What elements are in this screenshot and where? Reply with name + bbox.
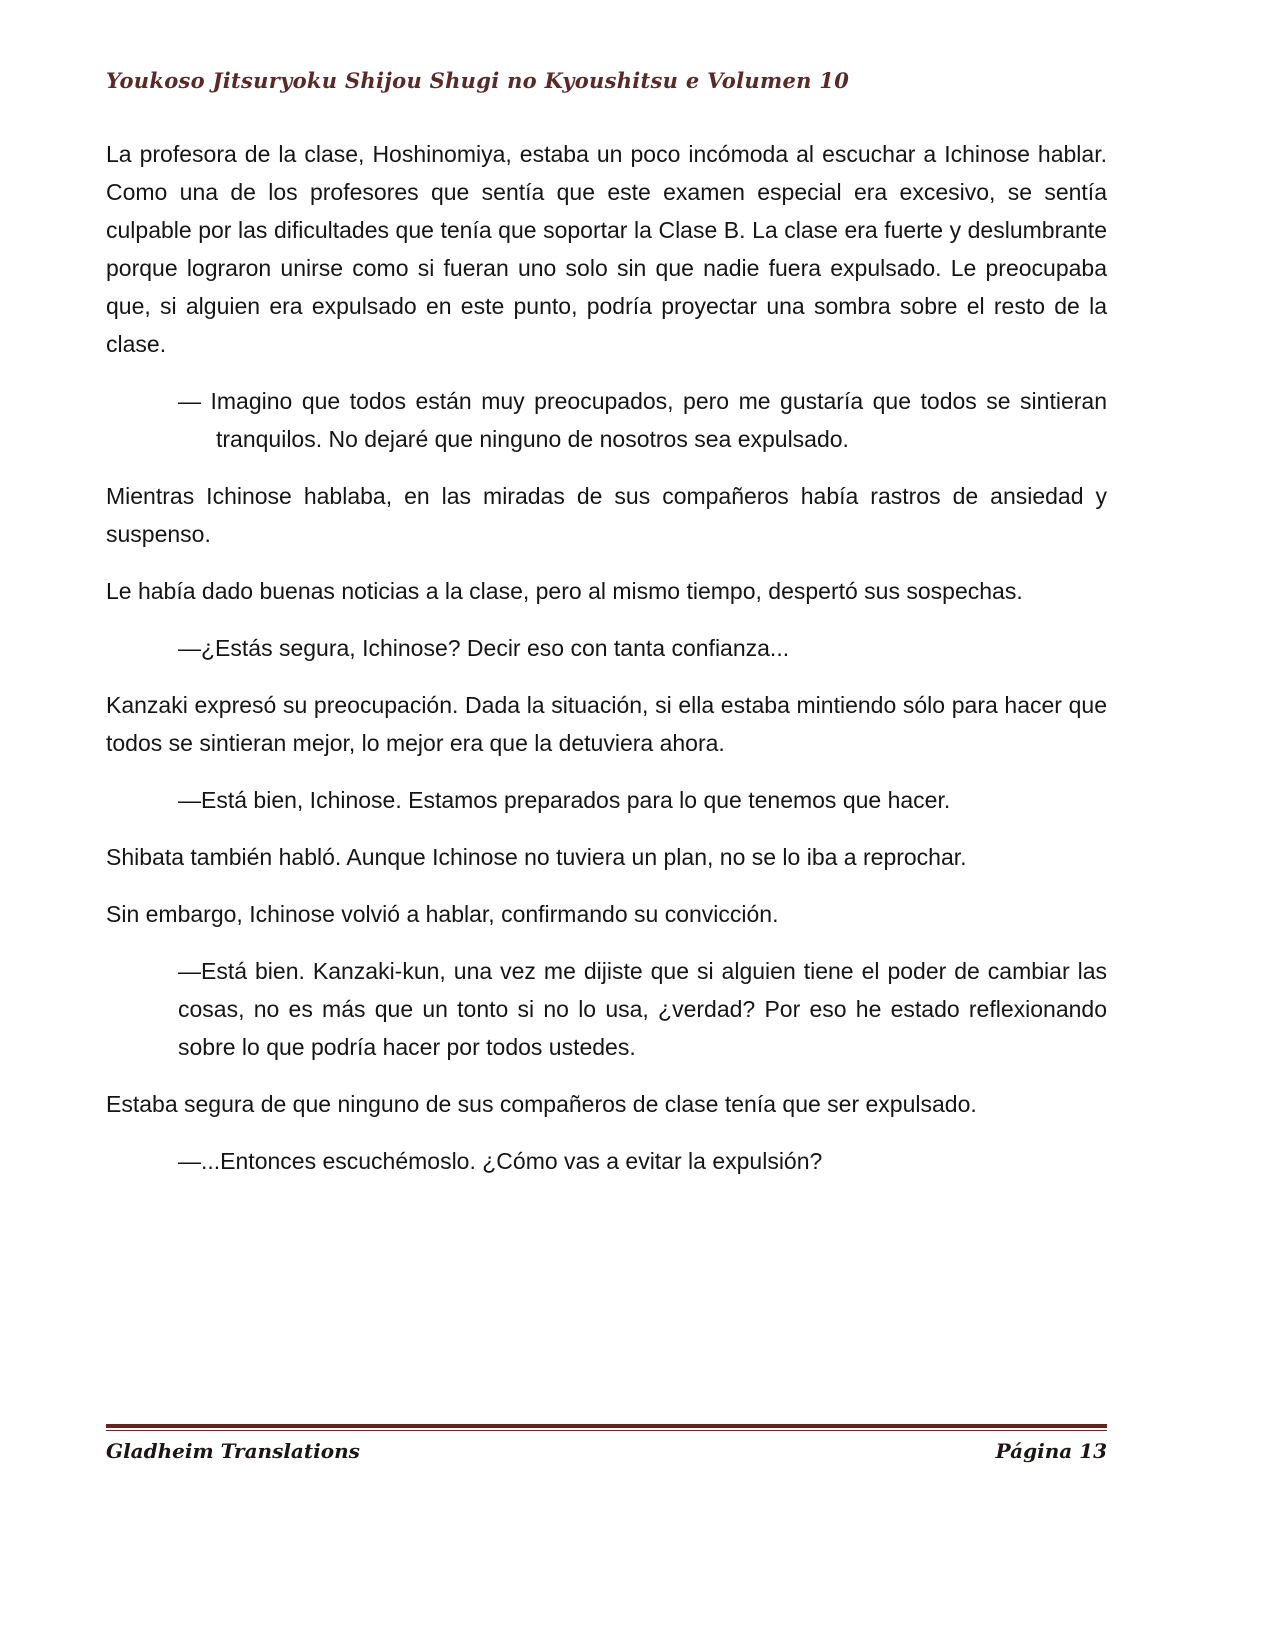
paragraph-narration-7: Estaba segura de que ninguno de sus compañeros de clase tenía que ser expulsado. — [106, 1091, 977, 1117]
document-footer — [106, 1424, 1107, 1463]
footer-divider-rule — [106, 1424, 1107, 1431]
paragraph-dialogue-4: —Está bien. Kanzaki-kun, una vez me dijiste que si alguien tiene el poder de cambiar las cosas, no es más que un tonto si no lo usa, ¿verdad? Por eso he estado reflexionando sobre lo que podría hacer por todos ustedes. — [178, 958, 1107, 1060]
document-title: Youkoso Jitsuryoku Shijou Shugi no Kyoushitsu e Volumen 10 — [106, 68, 850, 93]
paragraph-narration-4: Kanzaki expresó su preocupación. Dada la situación, si ella estaba mintiendo sólo para hacer que todos se sintieran mejor, lo mejor era que la detuviera ahora. — [106, 692, 1107, 756]
paragraph-narration-3: Le había dado buenas noticias a la clase, pero al mismo tiempo, despertó sus sospechas. — [106, 578, 1023, 604]
paragraph-dialogue-3: —Está bien, Ichinose. Estamos preparados para lo que tenemos que hacer. — [178, 787, 951, 813]
document-body — [106, 135, 1107, 1180]
paragraph-narration-5: Shibata también habló. Aunque Ichinose no tuviera un plan, no se lo iba a reprochar. — [106, 844, 967, 870]
paragraph-dialogue-1: — Imagino que todos están muy preocupados, pero me gustaría que todos se sintieran tranquilos. No dejaré que ninguno de nosotros sea expulsado. — [178, 388, 1107, 452]
paragraph-narration-2: Mientras Ichinose hablaba, en las miradas de sus compañeros había rastros de ansiedad y suspenso. — [106, 483, 1107, 547]
footer-page-number: Página 13 — [995, 1439, 1107, 1463]
footer-row — [106, 1439, 1107, 1463]
paragraph-narration-6: Sin embargo, Ichinose volvió a hablar, confirmando su convicción. — [106, 901, 779, 927]
paragraph-narration-1: La profesora de la clase, Hoshinomiya, estaba un poco incómoda al escuchar a Ichinose hablar. Como una de los profesores que sentía que este examen especial era excesivo, se sentía culpable por las dificultades que tenía que soportar la Clase B. La clase era fuerte y deslumbrante porque lograron unirse como si fueran uno solo sin que nadie fuera expulsado. Le preocupaba que, si alguien era expulsado en este punto, podría proyectar una sombra sobre el resto de la clase. — [106, 141, 1107, 357]
footer-translator-credit: Gladheim Translations — [106, 1439, 360, 1463]
paragraph-dialogue-5: —...Entonces escuchémoslo. ¿Cómo vas a evitar la expulsión? — [178, 1148, 823, 1174]
document-header — [106, 68, 1107, 93]
paragraph-dialogue-2: —¿Estás segura, Ichinose? Decir eso con tanta confianza... — [178, 635, 790, 661]
